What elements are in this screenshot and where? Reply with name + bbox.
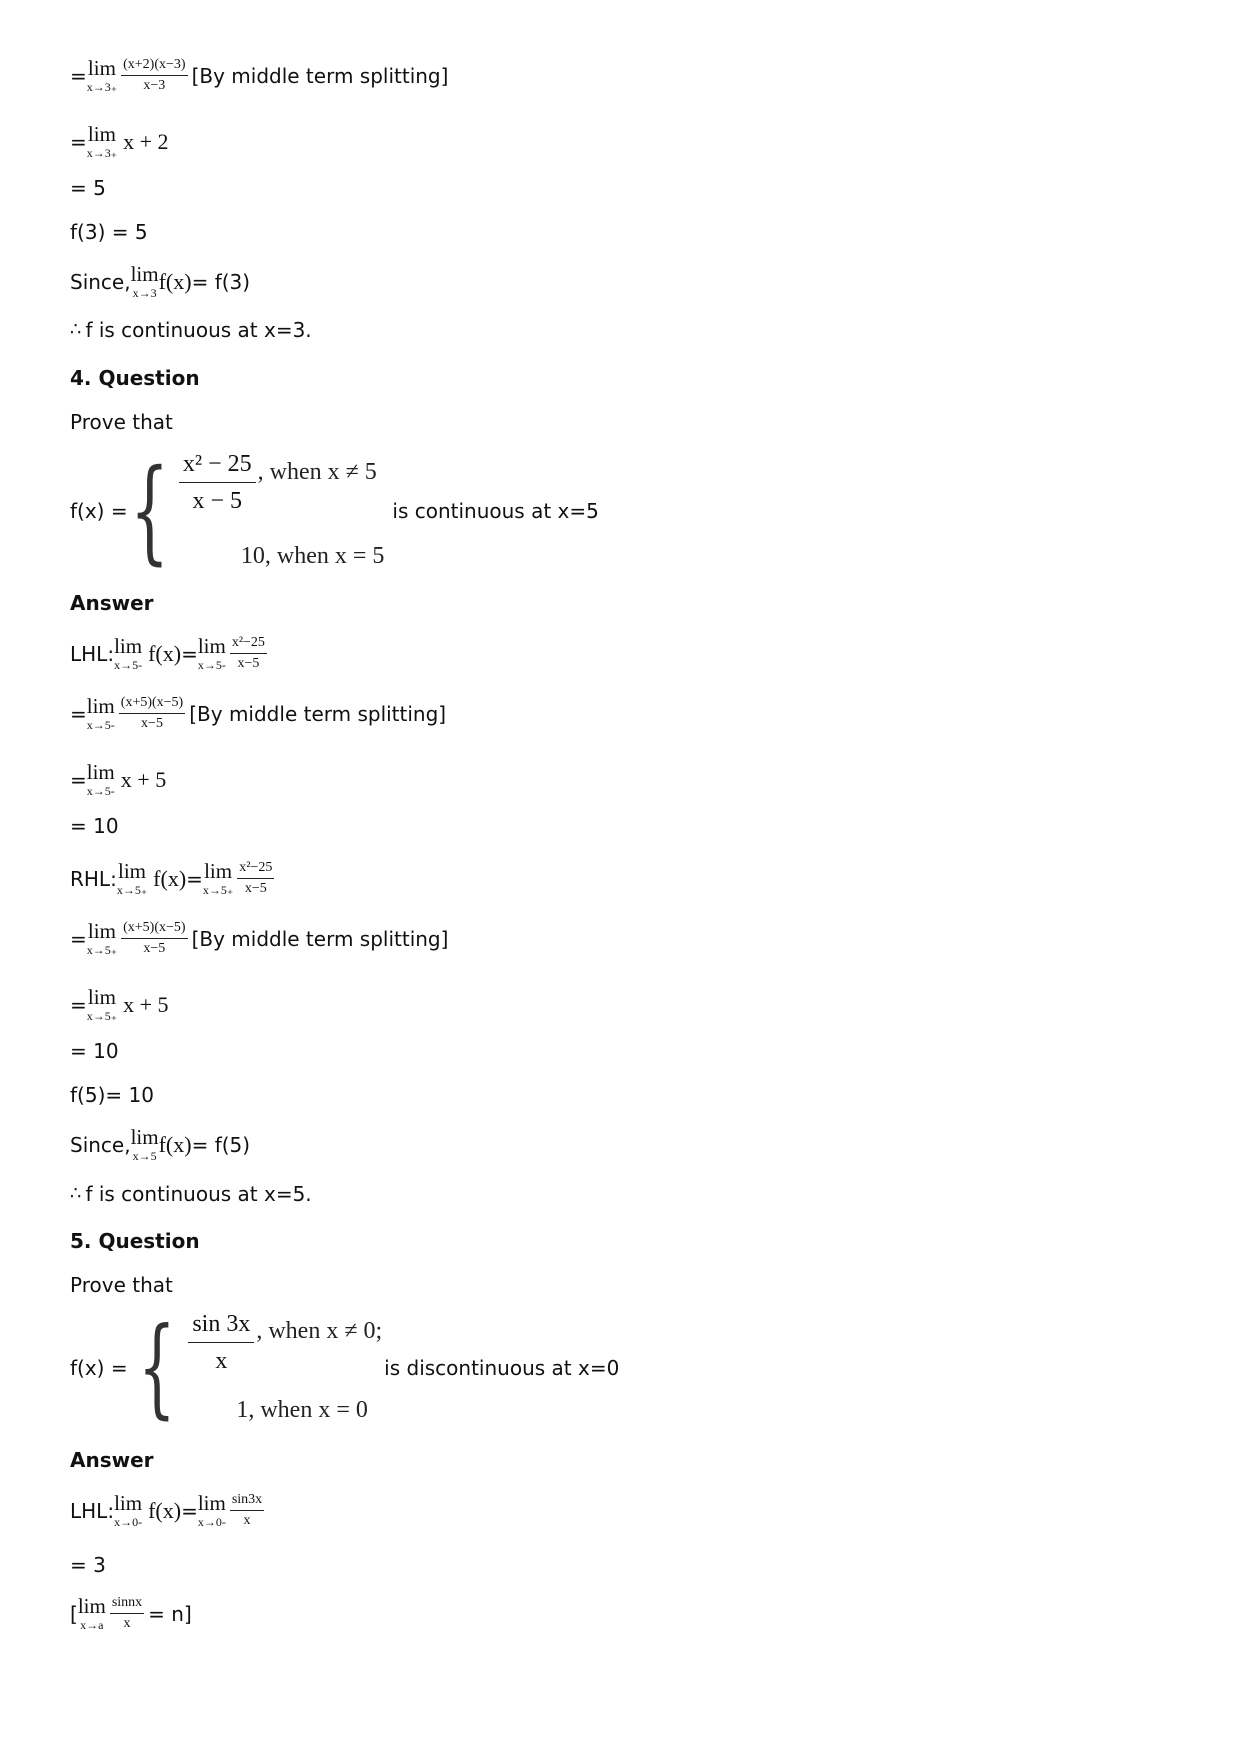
conclusion-text: f is continuous at x=3. <box>85 318 312 342</box>
expression: x + 2 <box>123 128 169 154</box>
fraction: sin 3x x <box>188 1312 254 1373</box>
piecewise-definition <box>70 446 599 576</box>
fraction: $\frac{(x+2)(x-3)}{x-3}$ <box>123 57 186 93</box>
lhl-split <box>70 696 446 731</box>
bracket: [ <box>70 1601 78 1626</box>
cases <box>179 452 385 570</box>
lhl-line <box>70 1493 268 1528</box>
equals-sign: = <box>70 129 87 154</box>
case-condition: , when x ≠ 5 <box>257 459 377 485</box>
rhl-split <box>70 921 448 956</box>
limit-operator: lim x→5- <box>86 694 115 732</box>
lhl-label: LHL: <box>70 641 115 666</box>
limit-operator: lim x→0- <box>114 1491 143 1529</box>
case-1 <box>179 452 385 513</box>
fraction: $\frac{\sin 3x}{x}$ <box>231 1492 263 1528</box>
question-prompt: Prove that <box>70 1273 173 1297</box>
rule-tail: = n] <box>148 1601 192 1626</box>
question-prompt: Prove that <box>70 410 173 434</box>
annotation: [By middle term splitting] <box>189 701 447 726</box>
cases <box>188 1312 382 1424</box>
expression: x + 5 <box>120 766 167 792</box>
fraction: x² − 25 x − 5 <box>179 452 256 513</box>
limit-operator: lim x→a <box>77 1594 106 1632</box>
brace-icon: { <box>129 446 169 576</box>
limit-operator: lim x→5 <box>130 1125 159 1163</box>
therefore-symbol: ∴ <box>70 1183 82 1204</box>
case-2: 1, when x = 0 <box>236 1397 368 1423</box>
claim: is discontinuous at x=0 <box>384 1356 620 1380</box>
fraction: $\frac{(x+5)(x-5)}{x-5}$ <box>120 695 184 731</box>
case-2: 10, when x = 5 <box>240 543 385 569</box>
standard-limit-rule <box>70 1596 192 1631</box>
lhl-label: LHL: <box>70 1498 115 1523</box>
fraction: $\frac{\text{x²−25}}{x-5}$ <box>231 635 265 671</box>
piecewise-definition <box>70 1305 620 1430</box>
case-condition: , when x ≠ 0; <box>256 1318 383 1344</box>
equals-sign: = <box>70 992 87 1017</box>
rhl-simplified <box>70 987 169 1022</box>
equals-sign: = <box>70 701 87 726</box>
expression: f(x) <box>148 1497 182 1523</box>
conclusion <box>70 1182 312 1206</box>
step-limit-simplified <box>70 124 169 159</box>
conclusion-text: f is continuous at x=5. <box>85 1182 312 1206</box>
lhl-simplified <box>70 762 166 797</box>
limit-operator: lim x→5₊ <box>86 985 118 1023</box>
expression: x + 5 <box>123 991 169 1017</box>
since-label: Since, <box>70 1132 131 1157</box>
annotation: [By middle term splitting] <box>191 926 449 951</box>
function-value: f(3) = 5 <box>70 220 148 244</box>
expression: f(x) <box>158 268 192 294</box>
equals-sign: = <box>70 926 87 951</box>
expression-tail: = f(5) <box>191 1132 251 1157</box>
equals-sign: = <box>70 63 87 88</box>
case-1 <box>188 1312 382 1373</box>
step-limit-factored <box>70 58 448 93</box>
expression: f(x) <box>148 640 182 666</box>
equals-sign: = <box>181 1498 198 1523</box>
answer-heading: Answer <box>70 591 154 615</box>
conclusion <box>70 318 312 342</box>
expression: f(x) <box>153 865 187 891</box>
limit-operator: lim x→5- <box>86 760 115 798</box>
rhl-label: RHL: <box>70 866 117 891</box>
limit-operator: lim x→5₊ <box>202 859 234 897</box>
since-statement <box>70 264 250 299</box>
lhl-value: = 10 <box>70 814 119 838</box>
rhl-value: = 10 <box>70 1039 119 1063</box>
expression-tail: = f(3) <box>191 269 251 294</box>
function-label: f(x) = <box>70 499 128 523</box>
equals-sign: = <box>181 641 198 666</box>
claim: is continuous at x=5 <box>392 499 599 523</box>
limit-operator: lim x→5₊ <box>116 859 148 897</box>
brace-icon: { <box>137 1305 176 1430</box>
limit-operator: lim x→3₊ <box>86 122 118 160</box>
rhl-line <box>70 861 278 896</box>
annotation: [By middle term splitting] <box>191 63 449 88</box>
limit-operator: lim x→3 <box>130 262 159 300</box>
limit-operator: lim x→0- <box>197 1491 226 1529</box>
question-heading: 5. Question <box>70 1229 200 1253</box>
function-label: f(x) = <box>70 1356 128 1380</box>
limit-operator: lim x→5₊ <box>86 919 118 957</box>
fraction: $\frac{(x+5)(x-5)}{x-5}$ <box>123 920 186 956</box>
since-statement <box>70 1127 250 1162</box>
function-value: f(5)= 10 <box>70 1083 154 1107</box>
lhl-value: = 3 <box>70 1553 106 1577</box>
limit-operator: lim x→5- <box>114 634 143 672</box>
question-heading: 4. Question <box>70 366 200 390</box>
step-value: = 5 <box>70 176 106 200</box>
limit-operator: lim x→5- <box>197 634 226 672</box>
equals-sign: = <box>186 866 203 891</box>
equals-sign: = <box>70 767 87 792</box>
limit-operator: lim x→3₊ <box>86 56 118 94</box>
therefore-symbol: ∴ <box>70 319 82 340</box>
fraction: $\frac{\text{x²−25}}{x-5}$ <box>239 860 273 896</box>
since-label: Since, <box>70 269 131 294</box>
fraction: $\frac{\text{sinnx}}{x}$ <box>111 1595 143 1631</box>
answer-heading: Answer <box>70 1448 154 1472</box>
lhl-line <box>70 636 271 671</box>
expression: f(x) <box>158 1131 192 1157</box>
